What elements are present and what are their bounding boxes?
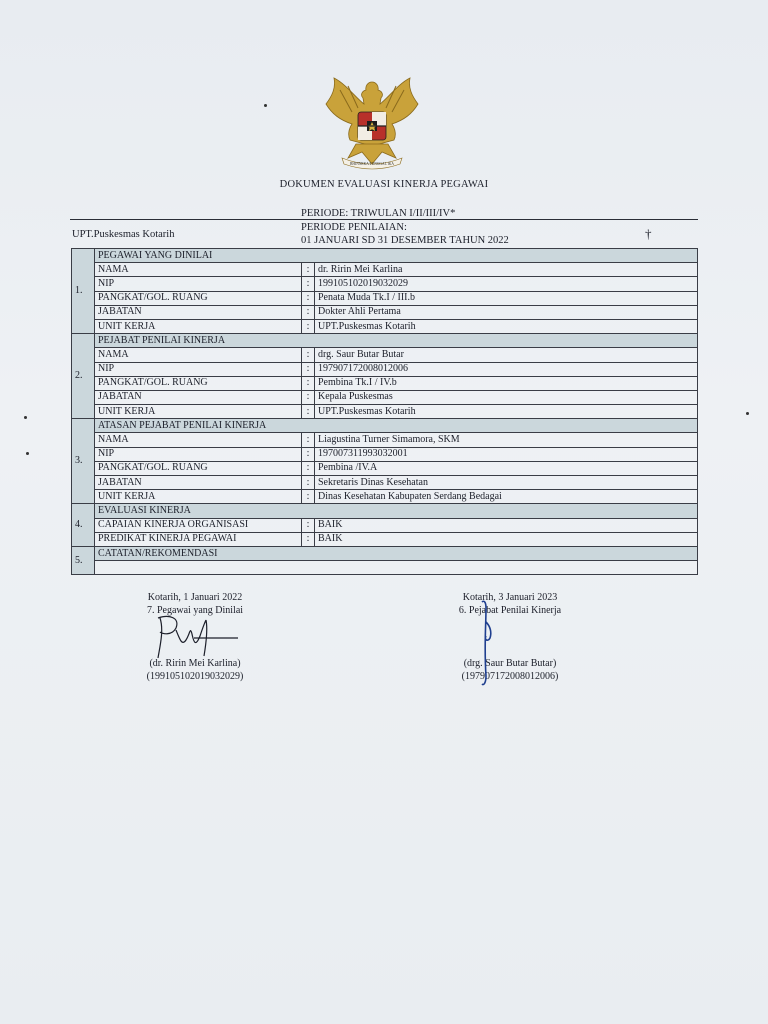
- table-row: [72, 277, 698, 291]
- field-colon: :: [302, 532, 315, 546]
- table-row: [72, 461, 698, 475]
- signer-name: (dr. Ririn Mei Karlina): [149, 658, 241, 669]
- scan-speck: [746, 412, 749, 415]
- emblem-motto: BHINNEKA TUNGGAL IKA: [350, 162, 394, 166]
- periode-penilaian-value: 01 JANUARI SD 31 DESEMBER TAHUN 2022: [301, 235, 509, 246]
- field-label: PANGKAT/GOL. RUANG: [95, 291, 302, 305]
- field-value: UPT.Puskesmas Kotarih: [315, 319, 698, 333]
- field-colon: :: [302, 476, 315, 490]
- table-row: [72, 447, 698, 461]
- field-value: Kepala Puskesmas: [315, 390, 698, 404]
- section-header-row: [72, 334, 698, 348]
- table-row: [72, 263, 698, 277]
- table-row: [72, 305, 698, 319]
- field-label: NIP: [95, 362, 302, 376]
- field-label: JABATAN: [95, 305, 302, 319]
- field-label: NAMA: [95, 433, 302, 447]
- section-title: EVALUASI KINERJA: [95, 504, 698, 518]
- field-colon: :: [302, 376, 315, 390]
- field-value: BAIK: [315, 518, 698, 532]
- field-colon: :: [302, 277, 315, 291]
- table-row: [72, 518, 698, 532]
- table-row: [72, 532, 698, 546]
- signer-role: 7. Pegawai yang Dinilai: [146, 605, 244, 616]
- field-colon: :: [302, 433, 315, 447]
- field-value: Dokter Ahli Pertama: [315, 305, 698, 319]
- section-number: 1.: [72, 249, 95, 334]
- section-number: 5.: [72, 546, 95, 574]
- signature-right: [474, 596, 504, 688]
- shield-icon: [358, 112, 386, 140]
- field-label: UNIT KERJA: [95, 490, 302, 504]
- field-value: 197007311993032001: [315, 447, 698, 461]
- field-value: Sekretaris Dinas Kesehatan: [315, 476, 698, 490]
- scan-speck: [24, 416, 27, 419]
- field-value: Dinas Kesehatan Kabupaten Serdang Bedagai: [315, 490, 698, 504]
- signer-place-date: Kotarih, 1 Januari 2022: [147, 592, 243, 603]
- section-header-row: [72, 546, 698, 560]
- field-label: JABATAN: [95, 390, 302, 404]
- table-row: [72, 319, 698, 333]
- section-header-row: [72, 419, 698, 433]
- field-colon: :: [302, 461, 315, 475]
- field-colon: :: [302, 305, 315, 319]
- section-header-row: [72, 504, 698, 518]
- table-row: [72, 362, 698, 376]
- field-colon: :: [302, 263, 315, 277]
- evaluation-form-table: [71, 248, 698, 575]
- field-label: JABATAN: [95, 476, 302, 490]
- signer-role: 6. Pejabat Penilai Kinerja: [458, 605, 562, 616]
- field-colon: :: [302, 319, 315, 333]
- field-colon: :: [302, 405, 315, 419]
- field-value: 199105102019032029: [315, 277, 698, 291]
- field-colon: :: [302, 390, 315, 404]
- table-row: [72, 433, 698, 447]
- section-number: 3.: [72, 419, 95, 504]
- field-colon: :: [302, 362, 315, 376]
- table-row: [72, 348, 698, 362]
- field-value: Liagustina Turner Simamora, SKM: [315, 433, 698, 447]
- table-row: [72, 405, 698, 419]
- scan-speck: [264, 104, 267, 107]
- field-colon: :: [302, 490, 315, 504]
- periode-triwulan: PERIODE: TRIWULAN I/II/III/IV*: [301, 208, 456, 219]
- signer-right: [430, 591, 590, 683]
- section-header-row: [72, 249, 698, 263]
- signature-left: [150, 610, 245, 662]
- field-label: PANGKAT/GOL. RUANG: [95, 461, 302, 475]
- field-value: Penata Muda Tk.I / III.b: [315, 291, 698, 305]
- section-title: PEJABAT PENILAI KINERJA: [95, 334, 698, 348]
- table-row: [72, 490, 698, 504]
- table-row: [72, 561, 698, 575]
- section-number: 4.: [72, 504, 95, 547]
- field-colon: :: [302, 291, 315, 305]
- unit-header: UPT.Puskesmas Kotarih: [72, 229, 175, 240]
- field-label: NIP: [95, 277, 302, 291]
- scan-speck: [26, 452, 29, 455]
- document-title: DOKUMEN EVALUASI KINERJA PEGAWAI: [279, 179, 489, 190]
- garuda-emblem: [318, 74, 426, 172]
- signer-name: (drg. Saur Butar Butar): [463, 658, 557, 669]
- field-label: PREDIKAT KINERJA PEGAWAI: [95, 532, 302, 546]
- section-title: PEGAWAI YANG DINILAI: [95, 249, 698, 263]
- notes-blank-cell: [95, 561, 698, 575]
- field-value: 197907172008012006: [315, 362, 698, 376]
- field-label: UNIT KERJA: [95, 319, 302, 333]
- field-label: NAMA: [95, 348, 302, 362]
- field-colon: :: [302, 518, 315, 532]
- field-value: dr. Ririn Mei Karlina: [315, 263, 698, 277]
- field-label: PANGKAT/GOL. RUANG: [95, 376, 302, 390]
- field-label: UNIT KERJA: [95, 405, 302, 419]
- signer-place-date: Kotarih, 3 Januari 2023: [462, 592, 558, 603]
- section-number: 2.: [72, 334, 95, 419]
- field-value: Pembina Tk.I / IV.b: [315, 376, 698, 390]
- field-value: Pembina /IV.A: [315, 461, 698, 475]
- field-label: NAMA: [95, 263, 302, 277]
- header-rule: [70, 219, 698, 220]
- section-title: CATATAN/REKOMENDASI: [95, 546, 698, 560]
- table-row: [72, 376, 698, 390]
- field-label: CAPAIAN KINERJA ORGANISASI: [95, 518, 302, 532]
- field-value: UPT.Puskesmas Kotarih: [315, 405, 698, 419]
- periode-penilaian-label: PERIODE PENILAIAN:: [301, 222, 407, 233]
- field-colon: :: [302, 447, 315, 461]
- table-row: [72, 390, 698, 404]
- field-label: NIP: [95, 447, 302, 461]
- field-colon: :: [302, 348, 315, 362]
- table-row: [72, 476, 698, 490]
- pen-tick-mark: †: [645, 226, 652, 241]
- field-value: drg. Saur Butar Butar: [315, 348, 698, 362]
- signer-nip: (199105102019032029): [146, 671, 244, 682]
- table-row: [72, 291, 698, 305]
- field-value: BAIK: [315, 532, 698, 546]
- section-title: ATASAN PEJABAT PENILAI KINERJA: [95, 419, 698, 433]
- signer-nip: (197907172008012006): [461, 671, 559, 682]
